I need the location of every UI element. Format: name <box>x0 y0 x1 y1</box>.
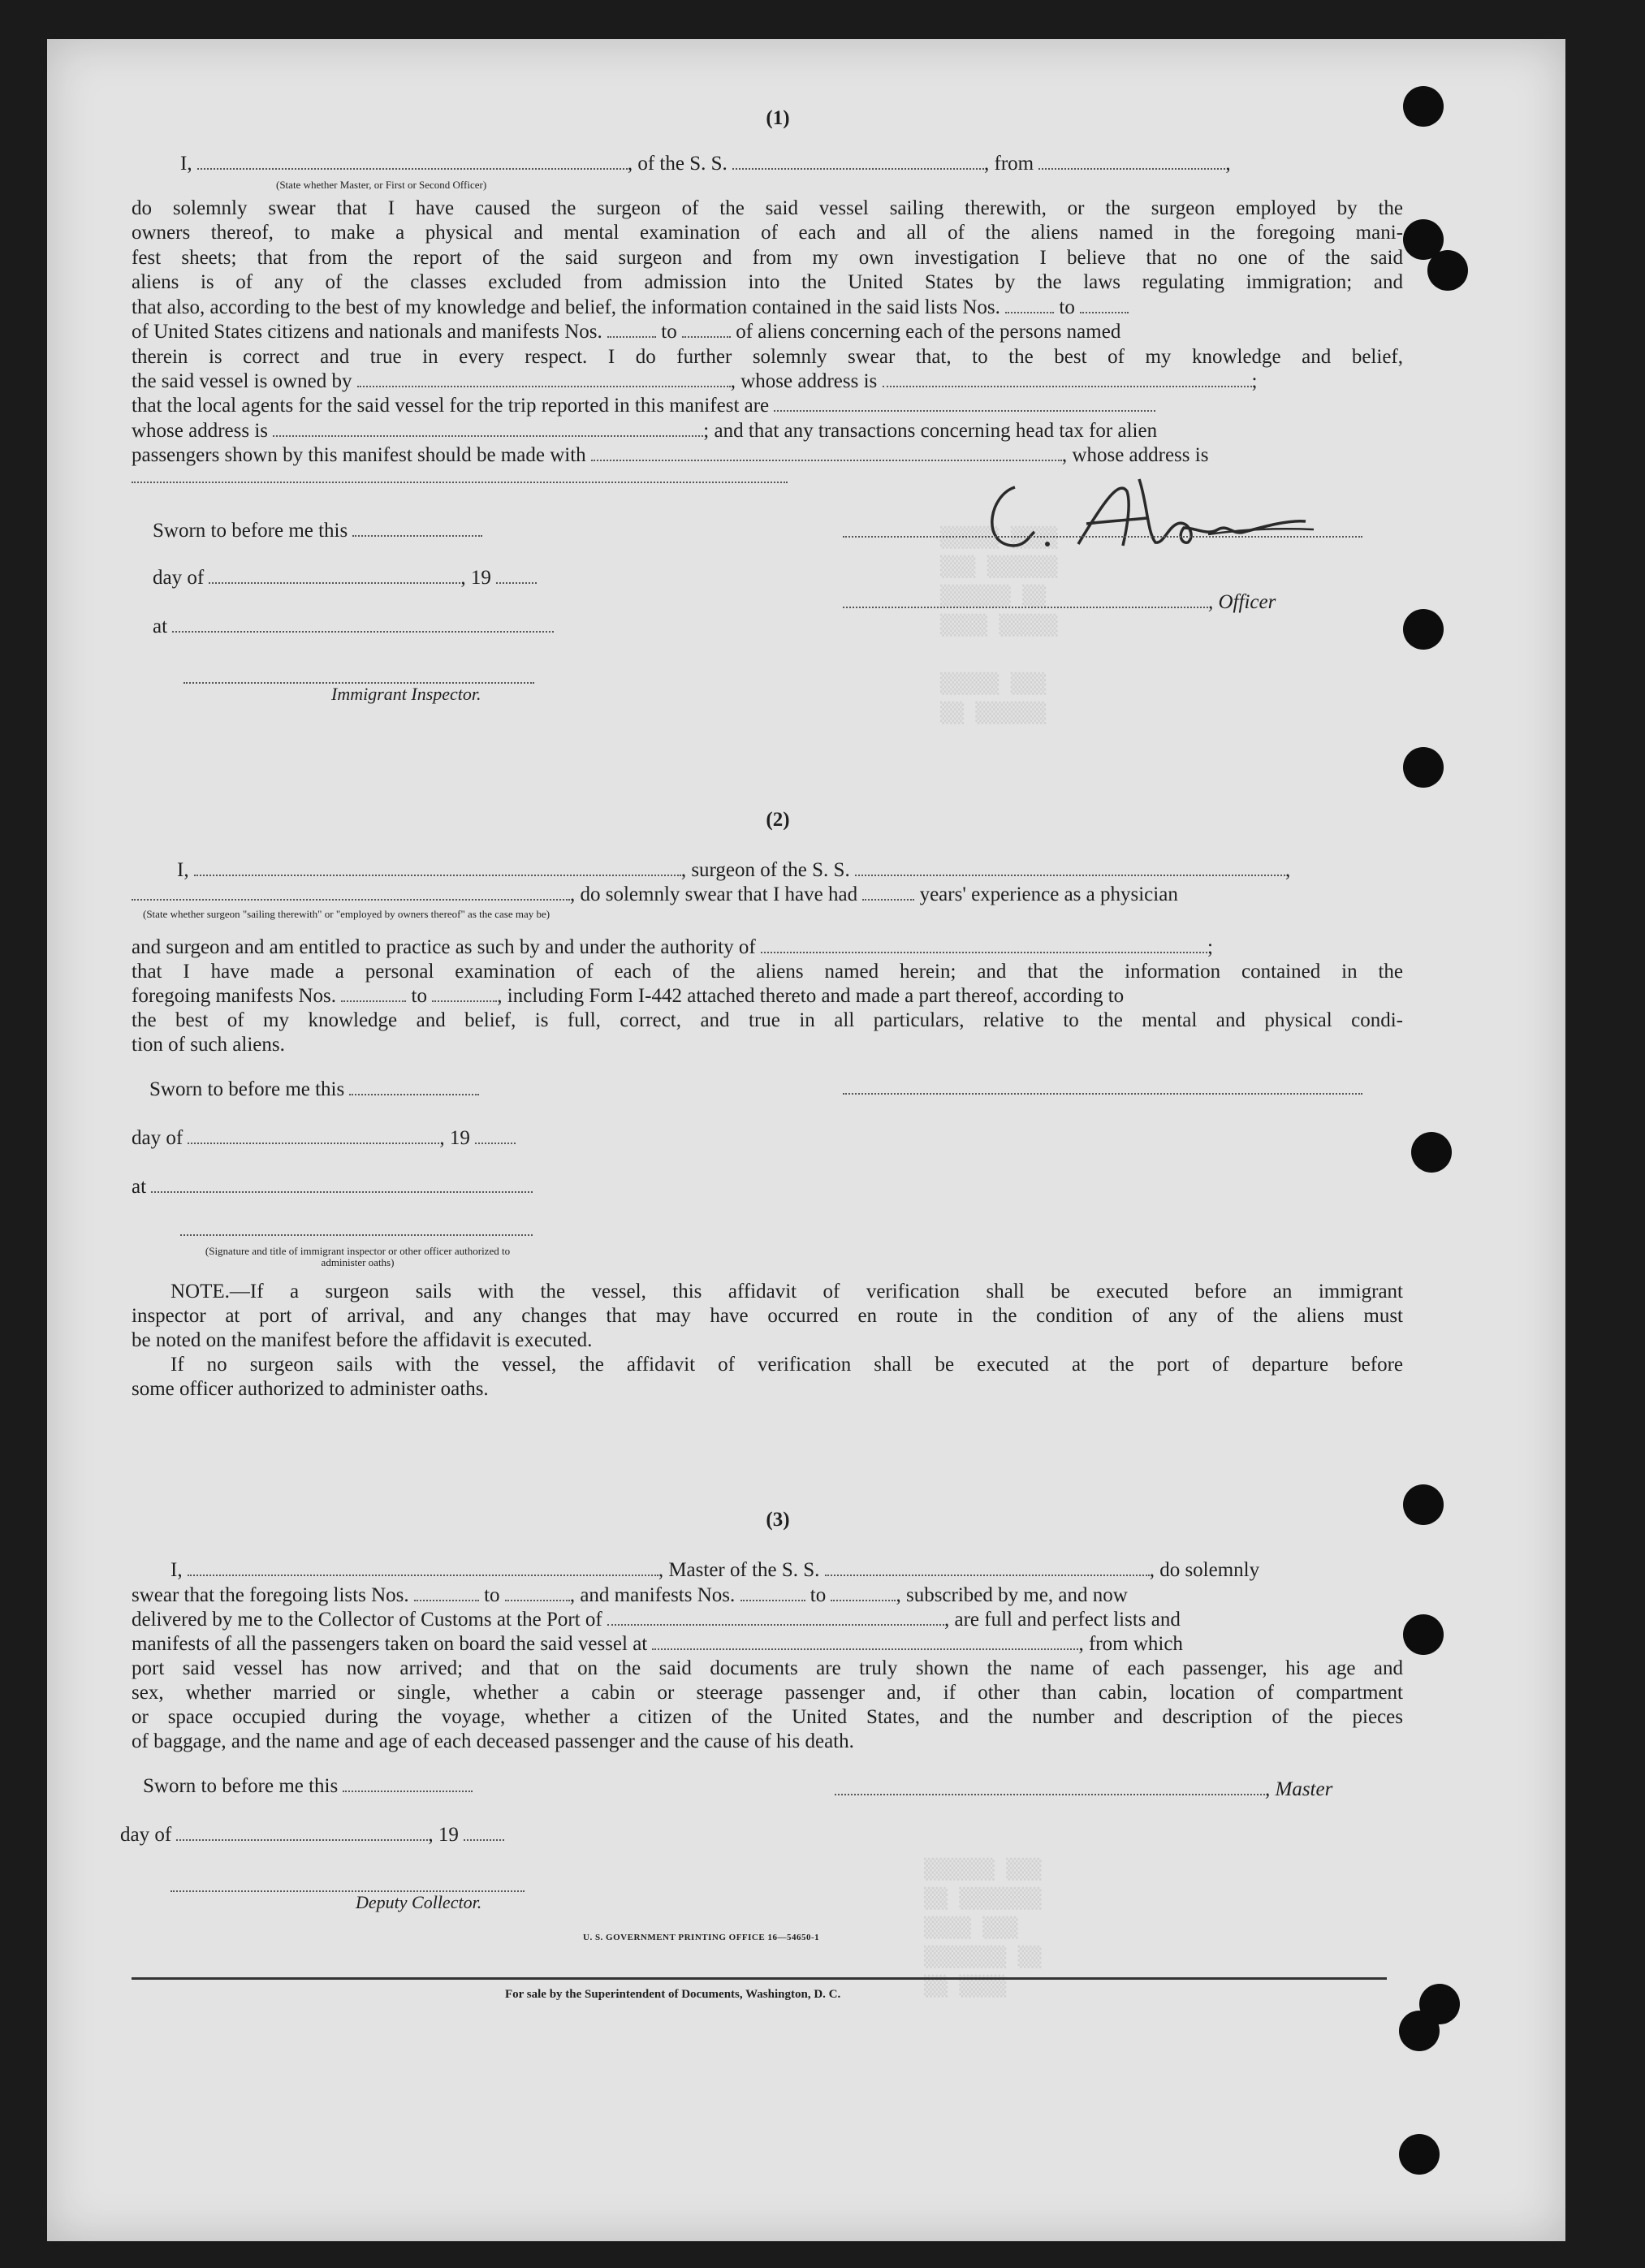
master-signature-field[interactable] <box>835 1789 1265 1795</box>
s3-sworn-day-field[interactable] <box>343 1786 473 1792</box>
owner-field[interactable] <box>357 381 731 387</box>
s2-signature-note: (Signature and title of immigrant inspector or other officer authorized to administer oaths) <box>205 1245 511 1268</box>
s2-inspector-signature-line[interactable] <box>180 1234 533 1236</box>
manifests-to-field[interactable] <box>682 331 731 338</box>
punch-hole <box>1403 747 1444 788</box>
s2-line2-note: (State whether surgeon "sailing therewith" or "employed by owners thereof" as the case may be) <box>143 908 550 920</box>
s1-sworn: Sworn to before me this <box>153 520 482 542</box>
head-tax-address-field[interactable] <box>132 482 788 483</box>
s3-lists-from-field[interactable] <box>414 1595 479 1601</box>
s2-body-line: and surgeon and am entitled to practice as such by and under the authority of ; <box>132 936 1213 958</box>
surgeon-status-field[interactable] <box>132 894 570 901</box>
punch-hole <box>1399 2134 1440 2175</box>
s2-note-line: be noted on the manifest before the affidavit is executed. <box>132 1329 593 1351</box>
s3-body-line: manifests of all the passengers taken on board the said vessel at , from which <box>132 1633 1183 1655</box>
punch-hole <box>1399 2011 1440 2051</box>
officer-rank-field[interactable] <box>197 163 628 170</box>
s1-body-line: therein is correct and true in every respect. I do further solemnly swear that, to the best of my knowledge and belief, <box>132 346 1403 368</box>
s2-note-line: inspector at port of arrival, and any changes that may have occurred en route in the condition of any of the aliens must <box>132 1305 1403 1327</box>
s2-at-field[interactable] <box>151 1186 533 1193</box>
agents-field[interactable] <box>774 405 1155 412</box>
footer-rule <box>132 1977 1387 1980</box>
s2-note-line: some officer authorized to administer oaths. <box>132 1378 489 1400</box>
surgeon-signature-line[interactable] <box>843 1093 1362 1095</box>
s3-master: , Master <box>835 1778 1332 1801</box>
s1-body-line: the said vessel is owned by , whose address is ; <box>132 370 1258 392</box>
officer-title-field[interactable] <box>843 602 1208 608</box>
s3-body-line: of baggage, and the name and age of each deceased passenger and the cause of his death. <box>132 1730 854 1752</box>
s1-day-of: day of , 19 <box>153 567 537 590</box>
s2-year-field[interactable] <box>475 1138 516 1144</box>
s1-officer: , Officer <box>843 591 1276 614</box>
s1-body-line: owners thereof, to make a physical and mental examination of each and all of the aliens named in the foregoing mani- <box>132 222 1403 244</box>
agents-address-field[interactable] <box>273 430 703 437</box>
s3-manifests-to-field[interactable] <box>831 1595 896 1601</box>
s1-at: at <box>153 616 554 638</box>
s2-day-of: day of , 19 <box>132 1127 516 1150</box>
s1-body-line: passengers shown by this manifest should be made with , whose address is <box>132 444 1209 466</box>
punch-hole <box>1427 250 1468 291</box>
s1-body-line: fest sheets; that from the report of the said surgeon and from my own investigation I believe that no one of the said <box>132 247 1403 269</box>
vessel-name-field[interactable] <box>732 163 984 170</box>
s2-body-line: the best of my knowledge and belief, is full, correct, and true in all particulars, relative to the mental and physical condi- <box>132 1009 1403 1031</box>
s1-line1-note: (State whether Master, or First or Second Officer) <box>276 179 487 191</box>
s1-at-field[interactable] <box>172 626 554 633</box>
deputy-collector-label: Deputy Collector. <box>356 1892 482 1912</box>
s2-line2: , do solemnly swear that I have had years' experience as a physician <box>132 883 1178 906</box>
s1-body-line: of United States citizens and nationals and manifests Nos. to of aliens concerning each of the persons named <box>132 321 1121 343</box>
s1-body-line: aliens is of any of the classes excluded from admission into the United States by the laws regulating immigration; and <box>132 271 1403 293</box>
owner-address-field[interactable] <box>883 381 1252 387</box>
s3-vessel-field[interactable] <box>825 1570 1150 1576</box>
lists-to-field[interactable] <box>1080 307 1129 313</box>
s2-sworn-day-field[interactable] <box>349 1089 479 1095</box>
s2-month-field[interactable] <box>188 1138 439 1144</box>
section-1-number: (1) <box>766 107 790 129</box>
s1-body-line: whose address is ; and that any transactions concerning head tax for alien <box>132 420 1158 442</box>
s3-body-line: swear that the foregoing lists Nos. to , and manifests Nos. to , subscribed by me, and now <box>132 1584 1128 1606</box>
punch-hole <box>1411 1132 1452 1173</box>
s3-body-line: delivered by me to the Collector of Customs at the Port of , are full and perfect lists and <box>132 1609 1181 1631</box>
master-name-field[interactable] <box>188 1570 658 1576</box>
officer-signature <box>965 455 1346 568</box>
from-port-field[interactable] <box>1038 163 1225 170</box>
s2-body-line: that I have made a personal examination of each of the aliens named herein; and that the information contained in the <box>132 961 1403 983</box>
for-sale-note: For sale by the Superintendent of Documents, Washington, D. C. <box>505 1988 841 2001</box>
s1-year-field[interactable] <box>496 577 537 584</box>
s1-sworn-day-field[interactable] <box>352 530 482 537</box>
s2-sworn: Sworn to before me this <box>149 1078 479 1101</box>
s3-sworn: Sworn to before me this <box>143 1775 473 1798</box>
s2-vessel-field[interactable] <box>855 870 1285 876</box>
bleed-through-text: ▒▒▒▒▒▒ ▒▒▒ ▒▒ ▒▒▒▒▒▒▒ ▒▒▒▒ ▒▒▒ ▒▒▒▒▒▒▒ ▒▒ ▒▒ ▒▒▒▒ <box>924 1858 1042 1998</box>
section-3-number: (3) <box>766 1509 790 1531</box>
s3-body-line: or space occupied during the voyage, whether a citizen of the United States, and the number and description of the pieces <box>132 1706 1403 1728</box>
document-page <box>47 39 1565 2241</box>
punch-hole <box>1403 1614 1444 1655</box>
s3-body-line: sex, whether married or single, whether a cabin or steerage passenger and, if other than cabin, location of compartment <box>132 1682 1403 1704</box>
s1-month-field[interactable] <box>209 577 460 584</box>
s3-month-field[interactable] <box>176 1834 428 1841</box>
punch-hole <box>1403 609 1444 650</box>
s3-year-field[interactable] <box>464 1834 504 1841</box>
s2-note-line: If no surgeon sails with the vessel, the affidavit of verification shall be executed at the port of departure before <box>171 1354 1403 1376</box>
lists-from-field[interactable] <box>1005 307 1054 313</box>
s3-line1: I, , Master of the S. S. , do solemnly <box>171 1559 1260 1581</box>
immigrant-inspector-label: Immigrant Inspector. <box>331 684 481 704</box>
s3-lists-to-field[interactable] <box>505 1595 570 1601</box>
port-of-departure-field[interactable] <box>652 1644 1078 1650</box>
s1-body-line: do solemnly swear that I have caused the surgeon of the said vessel sailing therewith, or the surgeon employed by the <box>132 197 1403 219</box>
section-2-number: (2) <box>766 809 790 831</box>
s2-at: at <box>132 1176 533 1199</box>
bleed-through-text: ▒▒▒▒▒ ▒▒▒▒ ▒▒▒ ▒▒▒▒▒▒ ▒▒▒▒▒▒ ▒▒ ▒▒▒▒ ▒▒▒▒▒ ▒▒▒▒▒ ▒▒▒ ▒▒ ▒▒▒▒▒▒ <box>940 526 1058 724</box>
manifests-from-field[interactable] <box>607 331 656 338</box>
s2-body-line: foregoing manifests Nos. to , including Form I-442 attached thereto and made a part thereof, according to <box>132 985 1125 1007</box>
s2-body-line: tion of such aliens. <box>132 1034 285 1056</box>
s2-line1: I, , surgeon of the S. S. , <box>177 859 1291 881</box>
gpo-imprint: U. S. GOVERNMENT PRINTING OFFICE 16—54650-1 <box>583 1933 820 1942</box>
s1-body-line: that also, according to the best of my knowledge and belief, the information contained in the said lists Nos. to <box>132 296 1129 321</box>
surgeon-name-field[interactable] <box>194 870 681 876</box>
officer-signature-line[interactable] <box>843 536 1362 538</box>
officer-signature-scribble <box>965 455 1346 568</box>
s3-day-of: day of , 19 <box>120 1824 504 1847</box>
years-experience-field[interactable] <box>862 894 914 901</box>
s3-body-line: port said vessel has now arrived; and that on the said documents are truly shown the name of each passenger, his age and <box>132 1657 1403 1679</box>
s1-line1: I, , of the S. S. , from , <box>180 153 1231 175</box>
port-of-arrival-field[interactable] <box>607 1619 944 1626</box>
s3-manifests-from-field[interactable] <box>740 1595 805 1601</box>
authority-field[interactable] <box>761 947 1207 953</box>
s2-note-line: NOTE.—If a surgeon sails with the vessel, this affidavit of verification shall be executed before an immigrant <box>171 1281 1403 1302</box>
s2-manifests-to-field[interactable] <box>432 996 497 1002</box>
s1-body-line: that the local agents for the said vessel for the trip reported in this manifest are <box>132 394 1155 419</box>
s2-manifests-from-field[interactable] <box>341 996 406 1002</box>
